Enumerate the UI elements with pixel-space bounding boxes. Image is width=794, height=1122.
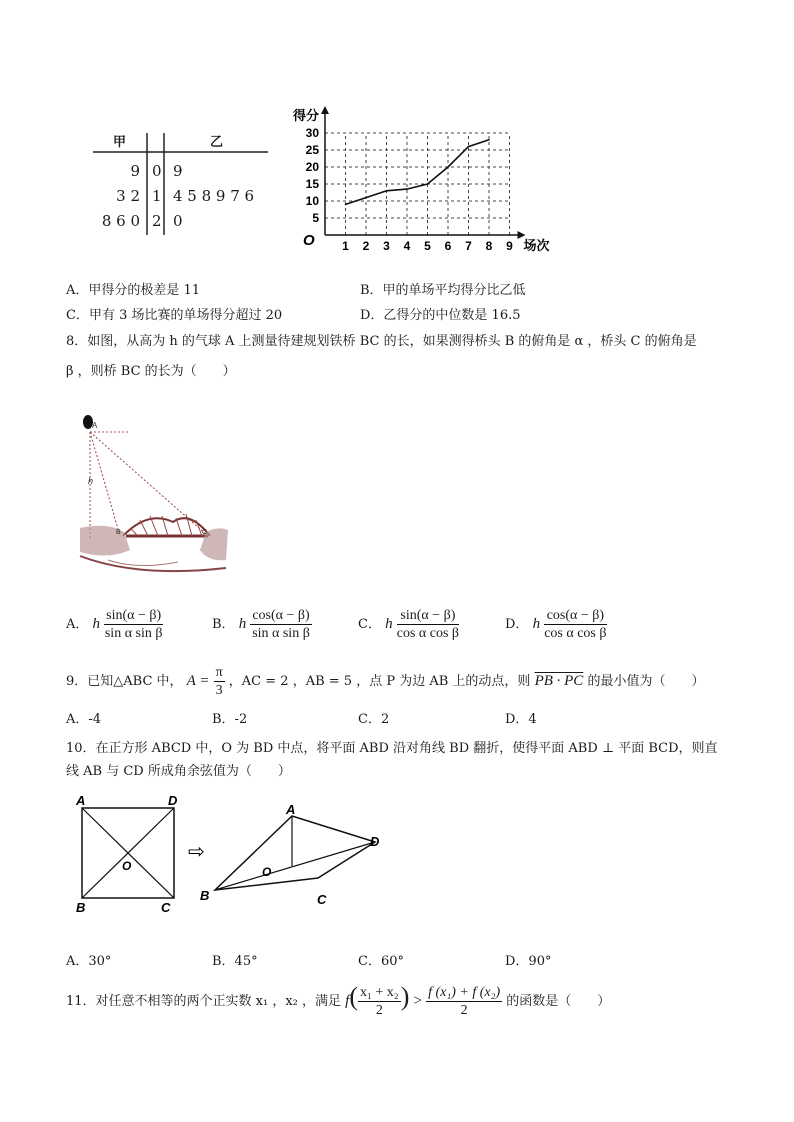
q9-vector-product: PB · PC bbox=[534, 673, 584, 689]
right-label-a: A bbox=[286, 802, 296, 817]
score-line-chart bbox=[280, 100, 550, 260]
right-label-o: O bbox=[262, 865, 272, 879]
q9-three: 3 bbox=[215, 683, 223, 698]
q8-option-a[interactable] bbox=[66, 607, 163, 642]
svg-text:A: A bbox=[92, 421, 98, 430]
q8-option-b-label: B． bbox=[212, 617, 235, 632]
row3-left: 8 6 0 bbox=[101, 212, 140, 230]
score-point-2 bbox=[365, 197, 367, 199]
q8-option-a-num: sin(α − β) bbox=[106, 608, 162, 623]
y-axis-arrow bbox=[321, 106, 329, 114]
left-label-c: C bbox=[161, 900, 171, 915]
q9-option-c[interactable]: C．2 bbox=[358, 712, 390, 727]
q11-rhs-den: 2 bbox=[460, 1003, 468, 1018]
left-label-b: B bbox=[76, 900, 86, 915]
score-point-5 bbox=[427, 183, 429, 185]
q10-stem-line2: 线 AB 与 CD 所成角余弦值为（ ） bbox=[66, 764, 291, 779]
row1-stem: 0 bbox=[152, 162, 162, 180]
q7-option-a[interactable]: A．甲得分的极差是 11 bbox=[66, 283, 201, 298]
ytick-label: 10 bbox=[305, 194, 319, 208]
q8-option-a-label: A． bbox=[66, 617, 89, 632]
xtick-label: 3 bbox=[383, 239, 390, 253]
right-label-c: C bbox=[317, 892, 327, 907]
ytick-label: 5 bbox=[312, 211, 319, 225]
score-point-4 bbox=[406, 188, 408, 190]
q8-option-a-den: sin α sin β bbox=[104, 626, 163, 641]
ytick-label: 15 bbox=[305, 177, 319, 191]
q8-option-d-den: cos α cos β bbox=[544, 626, 607, 641]
header-yi: 乙 bbox=[210, 135, 224, 150]
q8-stem-line2: β ，则桥 BC 的长为（ ） bbox=[66, 364, 236, 379]
q8-option-c-label: C． bbox=[358, 617, 381, 632]
square-fold-figure bbox=[70, 790, 400, 915]
right-label-d: D bbox=[370, 834, 380, 849]
origin-label: O bbox=[303, 232, 315, 249]
x-axis-title: 场次 bbox=[523, 238, 550, 253]
q9-option-a[interactable]: A．-4 bbox=[66, 712, 102, 727]
q11-lhs-num: x₁ + x₂ bbox=[360, 985, 399, 1000]
q11-rhs-num: f (x₁) + f (x₂) bbox=[428, 985, 501, 1000]
q8-option-d-h: h bbox=[532, 616, 541, 632]
row2-stem: 1 bbox=[152, 187, 162, 205]
score-point-1 bbox=[345, 204, 347, 206]
ytick-label: 30 bbox=[305, 126, 319, 140]
xtick-label: 9 bbox=[506, 239, 513, 253]
score-point-7 bbox=[468, 146, 470, 148]
q11-lhs-den: 2 bbox=[375, 1003, 383, 1018]
q8-stem-line1: 8．如图，从高为 h 的气球 A 上测量待建规划铁桥 BC 的长，如果测得桥头 B 的俯角是 α ，桥头 C 的俯角是 bbox=[66, 334, 697, 349]
score-point-3 bbox=[386, 190, 388, 192]
row1-left: 9 bbox=[130, 162, 140, 180]
q8-option-d-label: D． bbox=[505, 617, 529, 632]
q8-option-b-h: h bbox=[238, 616, 247, 632]
q9-stem bbox=[66, 664, 704, 699]
q8-option-b-num: cos(α − β) bbox=[252, 608, 310, 623]
q9-suffix: 的最小值为（ ） bbox=[587, 674, 705, 689]
balloon-bridge-figure bbox=[78, 410, 228, 580]
right-label-b: B bbox=[200, 888, 210, 903]
q11-f: f bbox=[345, 993, 350, 1009]
q8-option-c-h: h bbox=[385, 616, 393, 632]
q10-option-b[interactable]: B．45° bbox=[212, 954, 258, 969]
q9-angle-a: A = bbox=[186, 673, 210, 689]
q8-option-b-den: sin α sin β bbox=[252, 626, 310, 641]
q10-option-c[interactable]: C．60° bbox=[358, 954, 404, 969]
header-jia: 甲 bbox=[113, 135, 127, 150]
row3-right: 0 bbox=[173, 212, 183, 230]
q9-option-b[interactable]: B．-2 bbox=[212, 712, 248, 727]
q11-prefix: 11．对任意不相等的两个正实数 x₁ ，x₂ ，满足 bbox=[66, 994, 342, 1009]
left-label-o: O bbox=[122, 859, 132, 873]
q7-option-b[interactable]: B．甲的单场平均得分比乙低 bbox=[360, 283, 526, 298]
row2-right: 4 5 8 9 7 6 bbox=[173, 187, 255, 205]
q10-stem-line1: 10．在正方形 ABCD 中，O 为 BD 中点，将平面 ABD 沿对角线 BD 翻折，使得平面 ABD ⊥ 平面 BCD，则直 bbox=[66, 741, 718, 756]
fold-arrow-icon: ⇨ bbox=[188, 841, 205, 863]
q7-option-d[interactable]: D．乙得分的中位数是 16.5 bbox=[360, 308, 521, 323]
y-axis-title: 得分 bbox=[293, 108, 320, 123]
left-label-a: A bbox=[76, 793, 86, 808]
score-point-6 bbox=[447, 166, 449, 168]
q8-option-d[interactable] bbox=[505, 607, 607, 642]
q8-option-a-h: h bbox=[92, 616, 101, 632]
xtick-label: 8 bbox=[485, 239, 493, 253]
row3-stem: 2 bbox=[152, 212, 162, 230]
ytick-label: 20 bbox=[305, 160, 319, 174]
xtick-label: 6 bbox=[444, 239, 452, 253]
xtick-label: 4 bbox=[403, 239, 411, 253]
q9-prefix: 9．已知△ABC 中， bbox=[66, 674, 183, 689]
left-label-d: D bbox=[168, 793, 178, 808]
xtick-label: 7 bbox=[465, 239, 472, 253]
row1-right: 9 bbox=[173, 162, 183, 180]
svg-text:B: B bbox=[116, 529, 121, 536]
q9-pi: π bbox=[215, 665, 223, 680]
score-series-line bbox=[346, 140, 490, 205]
q11-gt: > bbox=[413, 993, 422, 1009]
row2-left: 3 2 bbox=[116, 187, 140, 205]
svg-text:h: h bbox=[88, 476, 94, 486]
q8-option-c-num: sin(α − β) bbox=[397, 607, 459, 625]
q9-option-d[interactable]: D．4 bbox=[505, 712, 537, 727]
score-point-8 bbox=[488, 139, 490, 141]
q8-option-b[interactable] bbox=[212, 607, 312, 642]
xtick-label: 2 bbox=[362, 239, 370, 253]
q8-option-c-den: cos α cos β bbox=[396, 626, 460, 641]
q8-option-d-num: cos(α − β) bbox=[544, 607, 606, 625]
q7-option-c[interactable]: C．甲有 3 场比赛的单场得分超过 20 bbox=[66, 308, 283, 323]
ytick-label: 25 bbox=[305, 143, 319, 157]
q10-option-a[interactable]: A．30° bbox=[66, 954, 112, 969]
xtick-label: 5 bbox=[424, 239, 431, 253]
q11-suffix: 的函数是（ ） bbox=[506, 994, 611, 1009]
q9-conditions: ，AC = 2 ，AB = 5 ，点 P 为边 AB 上的动点，则 bbox=[228, 674, 531, 689]
q10-option-d[interactable]: D．90° bbox=[505, 954, 552, 969]
q11-stem: 11．对任意不相等的两个正实数 x₁ ，x₂ ，满足 f( $\frac{\text{x₁ + x₂}}{2}$ ) > $\frac{\text{f (x₁) + f (x₂)}}{2}$ 的函数是（ ） bbox=[66, 982, 611, 1018]
xtick-label: 1 bbox=[342, 239, 349, 253]
svg-text:C: C bbox=[202, 529, 208, 536]
q8-option-c[interactable] bbox=[358, 607, 459, 642]
